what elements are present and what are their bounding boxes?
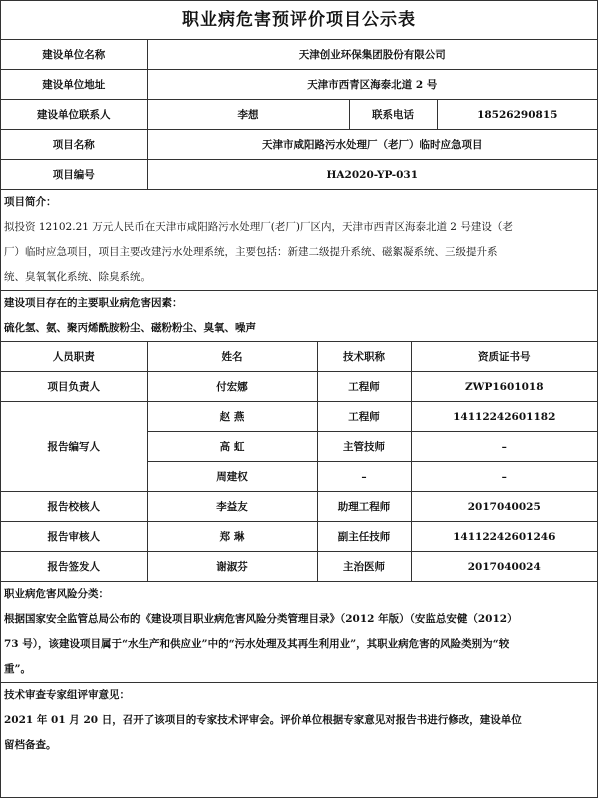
staff-role: 报告签发人 <box>1 552 147 582</box>
unit-address-label: 建设单位地址 <box>1 70 147 100</box>
staff-cert: – <box>411 462 597 492</box>
table-row <box>1 492 597 522</box>
staff-role: 报告校核人 <box>1 492 147 522</box>
staff-cert: ZWP1601018 <box>411 372 597 402</box>
risk-classification <box>1 582 597 682</box>
review-line: 留档备查。 <box>4 739 57 751</box>
table-row <box>1 552 597 582</box>
staff-title: 工程师 <box>317 372 411 402</box>
hazards-text: 硫化氢、氨、聚丙烯酰胺粉尘、磁粉粉尘、臭氧、噪声 <box>4 322 256 334</box>
unit-name-label: 建设单位名称 <box>1 40 147 70</box>
expert-review <box>1 682 597 758</box>
unit-name-value: 天津创业环保集团股份有限公司 <box>147 40 597 70</box>
project-name-row <box>1 130 597 160</box>
contact-label: 建设单位联系人 <box>1 100 147 130</box>
staff-title: 副主任技师 <box>317 522 411 552</box>
staff-role: 报告编写人 <box>1 402 147 492</box>
staff-cert: 2017040024 <box>411 552 597 582</box>
unit-address-row <box>1 70 597 100</box>
intro-line: 拟投资 12102.21 万元人民币在天津市咸阳路污水处理厂(老厂)厂区内，天津市西青区海泰北道 2 号建设（老 <box>4 221 513 233</box>
staff-title: 工程师 <box>317 402 411 432</box>
intro-line: 厂）临时应急项目，项目主要改建污水处理系统，主要包括：新建二级提升系统、磁絮凝系统、三级提升系 <box>4 246 498 258</box>
staff-name: 周建权 <box>147 462 317 492</box>
staff-role: 报告审核人 <box>1 522 147 552</box>
staff-name: 郑 琳 <box>147 522 317 552</box>
staff-cert: 2017040025 <box>411 492 597 522</box>
staff-name: 高 虹 <box>147 432 317 462</box>
project-info-table <box>1 40 597 190</box>
contact-row <box>1 100 597 130</box>
table-row <box>1 522 597 552</box>
review-heading: 技术审查专家组评审意见： <box>4 689 130 701</box>
project-intro <box>1 190 597 290</box>
staff-title: – <box>317 462 411 492</box>
project-name-value: 天津市咸阳路污水处理厂（老厂）临时应急项目 <box>147 130 597 160</box>
staff-cert: 14112242601246 <box>411 522 597 552</box>
form-title: 职业病危害预评价项目公示表 <box>1 1 597 40</box>
table-row <box>1 372 597 402</box>
hazards-heading: 建设项目存在的主要职业病危害因素： <box>4 297 183 309</box>
project-no-value: HA2020-YP-031 <box>147 160 597 190</box>
risk-line: 重”。 <box>4 663 32 675</box>
phone-label: 联系电话 <box>349 100 437 130</box>
phone-value: 18526290815 <box>437 100 597 130</box>
risk-line: 73 号），该建设项目属于“水生产和供应业”中的“污水处理及其再生利用业”，其职业病危害的风险类别为“较 <box>4 638 510 650</box>
staff-title: 助理工程师 <box>317 492 411 522</box>
staff-role: 项目负责人 <box>1 372 147 402</box>
staff-name: 李益友 <box>147 492 317 522</box>
header-cert: 资质证书号 <box>411 342 597 372</box>
project-name-label: 项目名称 <box>1 130 147 160</box>
unit-address-value: 天津市西青区海泰北道 2 号 <box>147 70 597 100</box>
risk-heading: 职业病危害风险分类： <box>4 588 109 600</box>
project-no-label: 项目编号 <box>1 160 147 190</box>
intro-line: 统、臭氧氧化系统、除臭系统。 <box>4 271 151 283</box>
table-row <box>1 402 597 432</box>
staff-title: 主治医师 <box>317 552 411 582</box>
project-no-row <box>1 160 597 190</box>
staff-title: 主管技师 <box>317 432 411 462</box>
header-role: 人员职责 <box>1 342 147 372</box>
staff-name: 赵 燕 <box>147 402 317 432</box>
header-title: 技术职称 <box>317 342 411 372</box>
staff-cert: 14112242601182 <box>411 402 597 432</box>
staff-header-row <box>1 342 597 372</box>
staff-name: 谢淑芬 <box>147 552 317 582</box>
risk-line: 根据国家安全监管总局公布的《建设项目职业病危害风险分类管理目录》（2012 年版）（安监总安健（2012） <box>4 613 518 625</box>
header-name: 姓名 <box>147 342 317 372</box>
hazard-factors <box>1 290 597 341</box>
intro-heading: 项目简介： <box>4 196 57 208</box>
staff-table <box>1 341 597 582</box>
staff-cert: – <box>411 432 597 462</box>
unit-name-row <box>1 40 597 70</box>
contact-value: 李想 <box>147 100 349 130</box>
staff-name: 付宏娜 <box>147 372 317 402</box>
review-line: 2021 年 01 月 20 日，召开了该项目的专家技术评审会。评价单位根据专家意见对报告书进行修改，建设单位 <box>4 714 522 726</box>
